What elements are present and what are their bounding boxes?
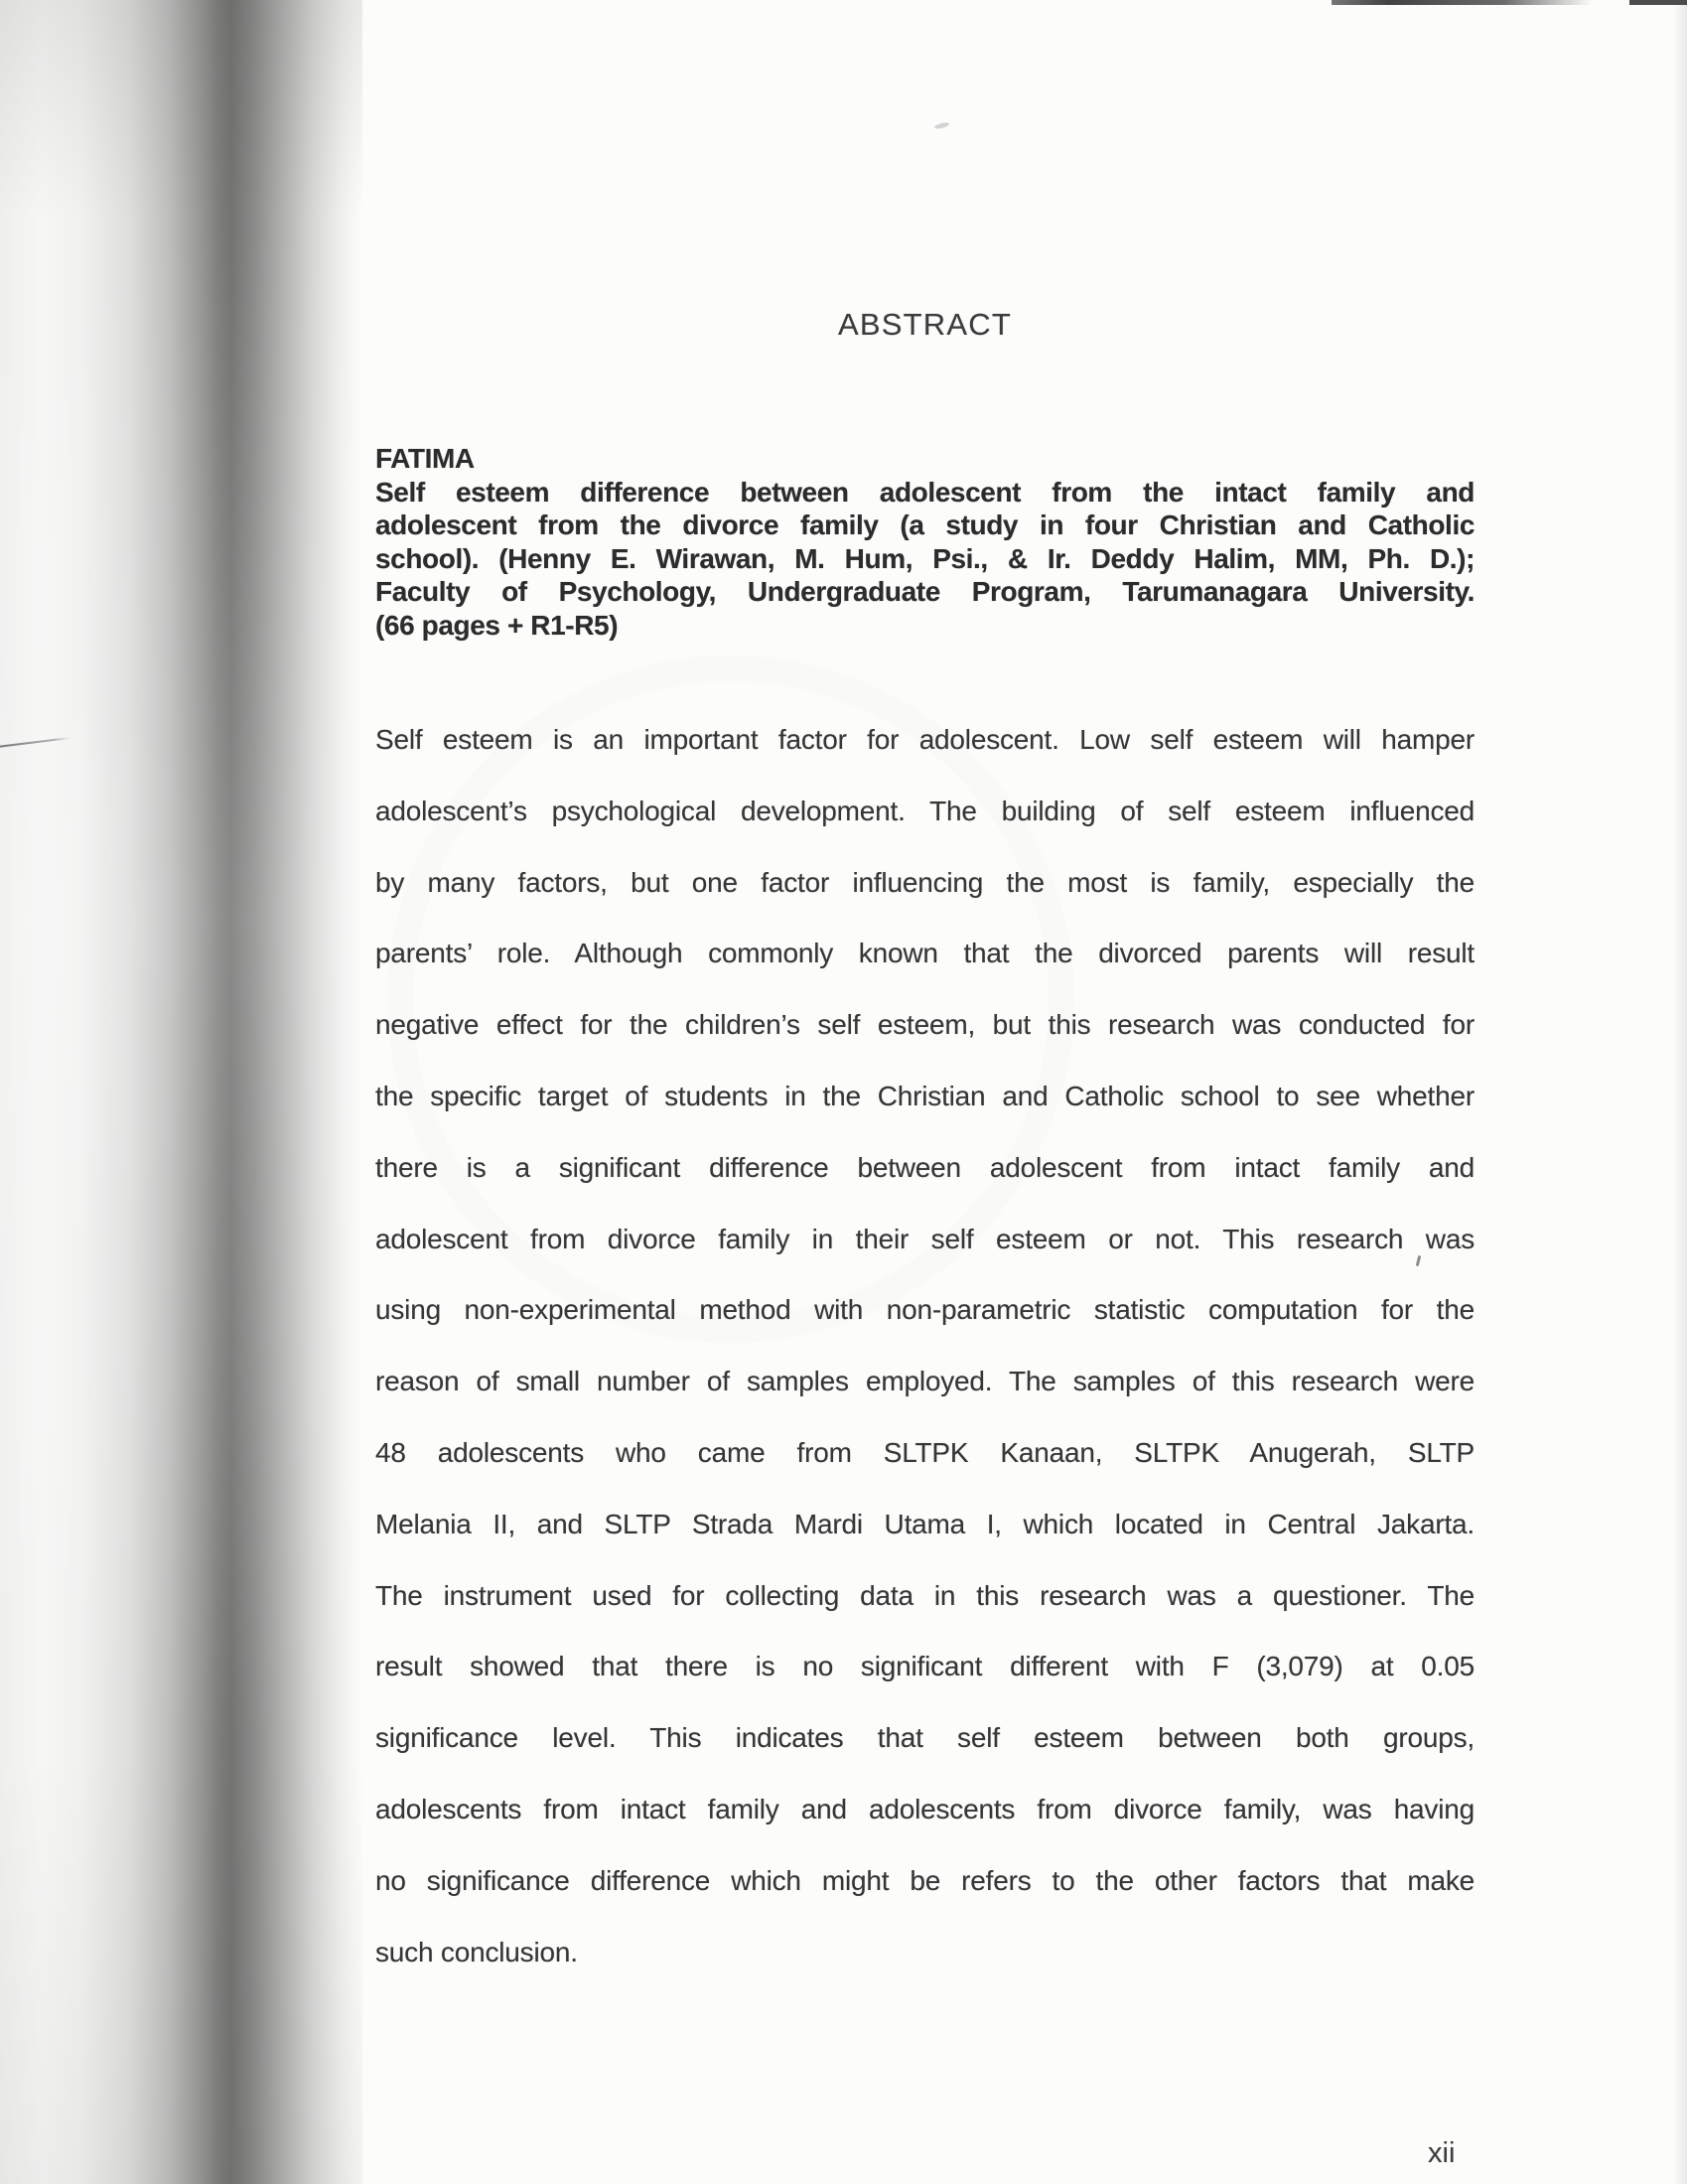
abstract-body: [375, 704, 1475, 1987]
body-line: no significance difference which might be refers to the other factors that make: [375, 1864, 1475, 1896]
page-title: ABSTRACT: [838, 307, 1012, 342]
citation-line: (66 pages + R1-R5): [375, 609, 619, 641]
body-line: negative effect for the children’s self esteem, but this research was conducted for: [375, 1009, 1475, 1041]
scan-edge-artifact: [1332, 0, 1592, 5]
body-line: parents’ role. Although commonly known that the divorced parents will result: [375, 938, 1475, 969]
paper-right-edge: [1673, 0, 1687, 2184]
citation-block: [375, 442, 1475, 643]
gutter-shadow: [0, 0, 362, 2184]
author-name: FATIMA: [375, 443, 475, 474]
dust-speck: [934, 121, 950, 129]
body-line: there is a significant difference between adolescent from intact family and: [375, 1151, 1475, 1183]
page-number: xii: [1428, 2137, 1456, 2169]
scan-edge-artifact: [1629, 0, 1687, 5]
body-line: the specific target of students in the Christian and Catholic school to see whether: [375, 1080, 1475, 1111]
body-line: significance level. This indicates that self esteem between both groups,: [375, 1722, 1475, 1754]
body-line: such conclusion.: [375, 1936, 578, 1967]
body-line: using non-experimental method with non-parametric statistic computation for the: [375, 1294, 1475, 1326]
body-line: by many factors, but one factor influencing the most is family, especially the: [375, 866, 1475, 898]
body-line: Melania II, and SLTP Strada Mardi Utama I, which located in Central Jakarta.: [375, 1508, 1475, 1539]
body-line: adolescent’s psychological development. The building of self esteem influenced: [375, 795, 1475, 826]
body-line: result showed that there is no significant different with F (3,079) at 0.05: [375, 1651, 1475, 1682]
body-line: Self esteem is an important factor for adolescent. Low self esteem will hamper: [375, 724, 1475, 755]
citation-line: school). (Henny E. Wirawan, M. Hum, Psi., & Ir. Deddy Halim, MM, Ph. D.);: [375, 542, 1475, 574]
citation-line: Faculty of Psychology, Undergraduate Program, Tarumanagara University.: [375, 576, 1475, 608]
citation-line: adolescent from the divorce family (a study in four Christian and Catholic: [375, 510, 1475, 541]
citation-line: Self esteem difference between adolescent from the intact family and: [375, 476, 1475, 508]
body-line: The instrument used for collecting data in this research was a questioner. The: [375, 1579, 1475, 1611]
body-line: adolescents from intact family and adolescents from divorce family, was having: [375, 1793, 1475, 1824]
body-line: adolescent from divorce family in their self esteem or not. This research was: [375, 1223, 1475, 1254]
body-line: 48 adolescents who came from SLTPK Kanaan, SLTPK Anugerah, SLTP: [375, 1436, 1475, 1468]
body-line: reason of small number of samples employed. The samples of this research were: [375, 1366, 1475, 1397]
